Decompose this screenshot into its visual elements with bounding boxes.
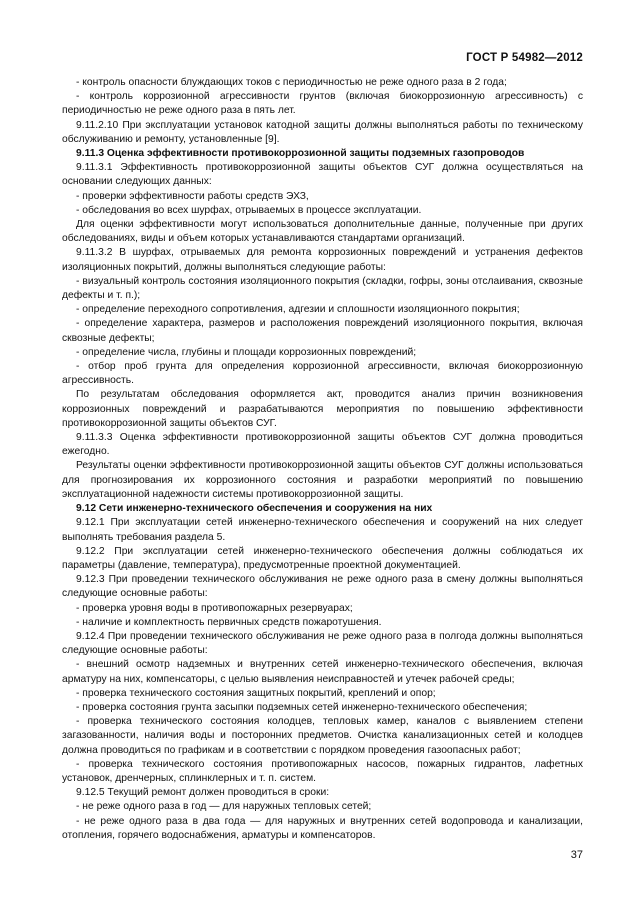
paragraph: 9.11.3.3 Оценка эффективности противокоррозионной защиты объектов СУГ должна проводиться ежегодно.	[62, 432, 583, 458]
paragraph: - визуальный контроль состояния изоляционного покрытия (складки, гофры, зоны отслаивания, сквозные дефекты и т. п.);	[62, 275, 583, 302]
paragraph: Результаты оценки эффективности противокоррозионной защиты объектов СУГ должны использоваться для прогнозирования их коррозионного состояния и разработки мероприятий по повышению эксплуатационной надежности системы противокоррозионной защиты.	[62, 460, 583, 500]
section-heading: 9.11.3 Оценка эффективности противокоррозионной защиты подземных газопроводов	[76, 148, 525, 160]
paragraph: - обследования во всех шурфах, отрываемых в процессе эксплуатации.	[76, 204, 422, 216]
paragraph: 9.12.5 Текущий ремонт должен проводиться в сроки:	[76, 787, 330, 799]
paragraph: - внешний осмотр надземных и внутренних сетей инженерно-технического обеспечения, включая арматуру на них, компенсаторы, с целью выявления неисправностей и утечек рабочей среды;	[62, 659, 583, 685]
page-number: 37	[570, 849, 583, 861]
paragraph: - контроль коррозионной агрессивности грунтов (включая биокоррозионную агрессивность) с периодичностью не реже одного раза в пять лет.	[62, 91, 583, 117]
paragraph: 9.11.3.1 Эффективность противокоррозионной защиты объектов СУГ должна осуществляться на основании следующих данных:	[62, 162, 583, 188]
paragraph: - проверка состояния грунта засыпки подземных сетей инженерно-технического обеспечения;	[76, 701, 528, 713]
paragraph: Для оценки эффективности могут использоваться дополнительные данные, полученные при других обследованиях, виды и объем которых устанавливаются стандартами организаций.	[62, 219, 583, 245]
paragraph: 9.11.3.2 В шурфах, отрываемых для ремонта коррозионных повреждений и устранения дефектов изоляционных покрытий, должны выполняться следующие работы:	[62, 247, 583, 273]
paragraph: - определение переходного сопротивления, адгезии и сплошности изоляционного покрытия;	[76, 304, 520, 316]
paragraph: - проверка технического состояния защитных покрытий, креплений и опор;	[76, 687, 436, 699]
paragraph: 9.12.3 При проведении технического обслуживания не реже одного раза в смену должны выполняться следующие основные работы:	[62, 574, 583, 600]
paragraph: 9.12.2 При эксплуатации сетей инженерно-технического обеспечения должны соблюдаться их параметры (давление, температура), предусмотренные проектной документацией.	[62, 545, 583, 571]
paragraph: 9.12.1 При эксплуатации сетей инженерно-технического обеспечения и сооружений на них следует выполнять требования раздела 5.	[62, 517, 583, 543]
paragraph: - определение характера, размеров и расположения повреждений изоляционного покрытия, включая сквозные дефекты;	[62, 318, 583, 344]
paragraph: - контроль опасности блуждающих токов с периодичностью не реже одного раза в 2 года;	[76, 77, 507, 88]
page-body	[62, 76, 583, 843]
paragraph: - наличие и комплектность первичных средств пожаротушения.	[76, 616, 382, 628]
paragraph: - проверка уровня воды в противопожарных резервуарах;	[76, 602, 353, 614]
paragraph: - проверка технического состояния противопожарных насосов, пожарных гидрантов, лафетных установок, дренчерных, сплинклерных и т. п. систем.	[62, 758, 583, 784]
paragraph: 9.11.2.10 При эксплуатации установок катодной защиты должны выполняться работы по техническому обслуживанию и ремонту, установленные [9].	[62, 119, 583, 145]
document-header: ГОСТ Р 54982—2012	[466, 52, 583, 64]
paragraph: - проверка технического состояния колодцев, тепловых камер, каналов с выявлением степени загазованности, наличия воды и посторонних предметов. Очистка канализационных сетей и колодцев должна проводиться по графикам и в соответствии с порядком проведения газоопасных работ;	[62, 716, 583, 756]
paragraph: - определение числа, глубины и площади коррозионных повреждений;	[76, 346, 417, 358]
paragraph: - проверки эффективности работы средств ЭХЗ,	[76, 190, 309, 202]
paragraph: - отбор проб грунта для определения коррозионной агрессивности, включая биокоррозионную агрессивность.	[62, 361, 583, 387]
paragraph: - не реже одного раза в год — для наружных тепловых сетей;	[76, 801, 372, 813]
paragraph: 9.12.4 При проведении технического обслуживания не реже одного раза в полгода должны выполняться следующие основные работы:	[62, 630, 583, 657]
paragraph: - не реже одного раза в два года — для наружных и внутренних сетей водопровода и канализации, отопления, горячего водоснабжения, арматуры и компенсаторов.	[62, 815, 583, 841]
paragraph: По результатам обследования оформляется акт, проводится анализ причин возникновения коррозионных повреждений и разрабатываются мероприятия по повышению эффективности противокоррозионной защиты объектов СУГ.	[62, 389, 583, 429]
section-heading: 9.12 Сети инженерно-технического обеспечения и сооружения на них	[76, 503, 433, 515]
